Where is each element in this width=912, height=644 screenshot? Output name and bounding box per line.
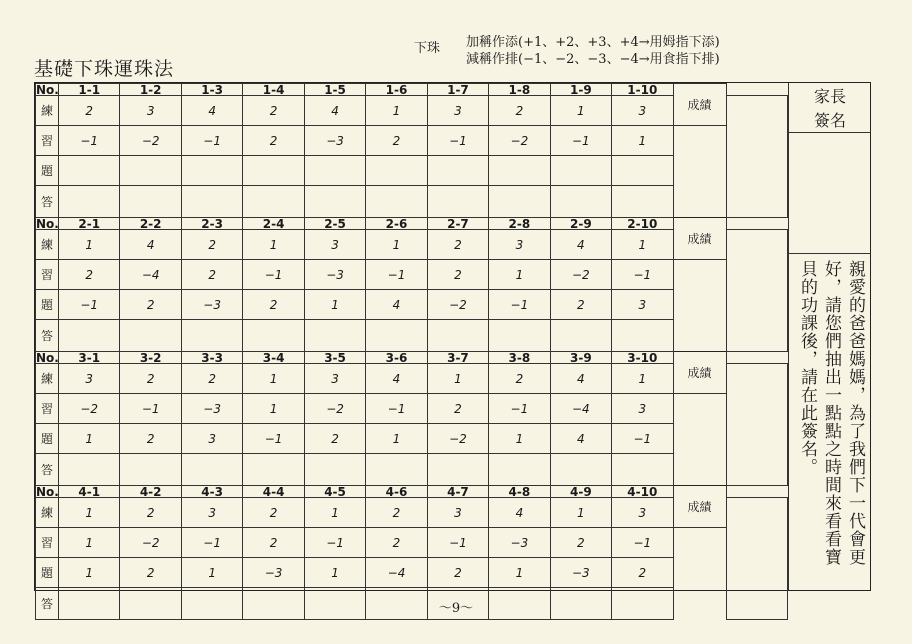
problem-number: −4: [120, 260, 181, 290]
problem-id: 4-3: [181, 486, 242, 498]
problem-id: 2-8: [489, 218, 550, 230]
problem-number: −1: [243, 260, 304, 290]
problem-number: 1: [366, 96, 427, 126]
problem-number: 1: [304, 498, 365, 528]
problem-number: −3: [243, 558, 304, 588]
answer-box[interactable]: [59, 186, 120, 218]
no-label: No.: [36, 350, 59, 365]
problem-number: −1: [181, 528, 242, 558]
answer-box[interactable]: [489, 186, 550, 218]
problem-number: 3: [181, 498, 242, 528]
problem-number: 1: [59, 498, 120, 528]
problem-number: [427, 156, 488, 186]
problem-id: 4-2: [120, 486, 181, 498]
problem-number: −1: [366, 394, 427, 424]
answer-box[interactable]: [304, 186, 365, 218]
problem-number: −1: [427, 126, 488, 156]
problem-number: 2: [181, 230, 242, 260]
problem-number: 3: [304, 230, 365, 260]
problem-number: −1: [366, 260, 427, 290]
problem-number: −1: [59, 290, 120, 320]
problem-number: [612, 156, 673, 186]
problem-number: 2: [366, 126, 427, 156]
problem-number: 1: [427, 364, 488, 394]
answer-row: [36, 186, 788, 218]
problem-id: 2-2: [120, 218, 181, 230]
parent-note: 親愛的爸爸媽媽，為了我們下一代會更好，請您們抽出一點點之時間來看看寶貝的功課後，請在此簽名。: [789, 253, 871, 588]
problem-number: 1: [243, 230, 304, 260]
answer-box[interactable]: [612, 186, 673, 218]
legend-add-rule: 加稱作添(+1、+2、+3、+4→用姆指下添): [466, 35, 720, 50]
score-label: 成績: [673, 486, 726, 528]
answer-box[interactable]: [489, 320, 550, 352]
answer-box[interactable]: [243, 454, 304, 486]
problem-number: [59, 156, 120, 186]
answer-box[interactable]: [181, 320, 242, 352]
problem-number: −2: [489, 126, 550, 156]
number-row: [36, 126, 788, 156]
problem-number: 1: [304, 290, 365, 320]
problem-number: 3: [181, 424, 242, 454]
problem-number: 4: [550, 364, 611, 394]
problem-id: 1-5: [304, 84, 365, 96]
problem-id: 2-7: [427, 218, 488, 230]
row-label: 練: [36, 498, 59, 528]
exercise-sheet: [34, 82, 871, 611]
row-label: 習: [36, 528, 59, 558]
problem-number: −1: [612, 260, 673, 290]
answer-box[interactable]: [550, 320, 611, 352]
answer-box[interactable]: [612, 320, 673, 352]
problem-id: 1-1: [59, 84, 120, 96]
problem-id: 4-5: [304, 486, 365, 498]
lower-bead-legend: [414, 34, 720, 68]
problem-number: 2: [243, 96, 304, 126]
problem-number: −2: [427, 424, 488, 454]
problem-id: 3-10: [612, 352, 673, 364]
problem-number: 1: [489, 260, 550, 290]
answer-box[interactable]: [181, 454, 242, 486]
problem-number: 3: [427, 96, 488, 126]
problem-number: −1: [427, 528, 488, 558]
problem-number: 1: [59, 528, 120, 558]
problem-number: 4: [366, 364, 427, 394]
problem-number: 2: [489, 364, 550, 394]
problem-number: [120, 156, 181, 186]
problem-id: 4-6: [366, 486, 427, 498]
answer-box[interactable]: [304, 320, 365, 352]
problem-number: 2: [120, 498, 181, 528]
no-label: No.: [36, 484, 59, 499]
problem-id: 2-10: [612, 218, 673, 230]
problem-number: 2: [427, 558, 488, 588]
number-row: [36, 156, 788, 186]
problem-id: 2-6: [366, 218, 427, 230]
score-box[interactable]: [726, 230, 787, 352]
problem-number: 1: [304, 558, 365, 588]
problem-number: 2: [304, 424, 365, 454]
problem-number: 2: [59, 260, 120, 290]
no-label: No.: [36, 82, 59, 97]
answer-box[interactable]: [243, 320, 304, 352]
problem-number: 1: [59, 230, 120, 260]
problem-number: −1: [489, 394, 550, 424]
problem-number: 3: [489, 230, 550, 260]
problem-id: 3-8: [489, 352, 550, 364]
answer-box[interactable]: [427, 186, 488, 218]
problem-number: [181, 156, 242, 186]
problem-number: 2: [612, 558, 673, 588]
answer-box[interactable]: [181, 186, 242, 218]
problem-number: 1: [550, 498, 611, 528]
problem-number: −1: [550, 126, 611, 156]
problem-number: −1: [612, 424, 673, 454]
row-label: 練: [36, 230, 59, 260]
problem-id: 2-9: [550, 218, 611, 230]
block-header-row: [36, 352, 788, 364]
problem-number: 2: [120, 364, 181, 394]
answer-box[interactable]: [489, 454, 550, 486]
row-label: 練: [36, 364, 59, 394]
problem-number: 2: [120, 558, 181, 588]
problem-id: 2-4: [243, 218, 304, 230]
problem-number: 2: [243, 498, 304, 528]
problem-id: 4-1: [59, 486, 120, 498]
problem-number: 2: [550, 290, 611, 320]
block-header-row: [36, 84, 788, 96]
problem-number: 2: [120, 290, 181, 320]
answer-label: 答: [36, 186, 59, 218]
problem-number: 3: [612, 290, 673, 320]
problem-number: −3: [181, 394, 242, 424]
problem-id: 3-6: [366, 352, 427, 364]
problem-id: 3-4: [243, 352, 304, 364]
answer-box[interactable]: [120, 186, 181, 218]
problem-number: 1: [181, 558, 242, 588]
problem-number: 1: [366, 424, 427, 454]
legend-subtract-rule: 減稱作排(−1、−2、−3、−4→用食指下排): [466, 52, 720, 67]
problem-id: 1-2: [120, 84, 181, 96]
problem-number: −2: [120, 528, 181, 558]
problem-number: 2: [427, 394, 488, 424]
problem-id: 3-2: [120, 352, 181, 364]
problem-number: −3: [304, 126, 365, 156]
answer-label: 答: [36, 588, 59, 620]
problem-number: 1: [550, 96, 611, 126]
problem-number: 2: [243, 528, 304, 558]
problem-number: 2: [366, 528, 427, 558]
problem-number: −4: [550, 394, 611, 424]
problem-number: 1: [59, 424, 120, 454]
problem-number: −3: [304, 260, 365, 290]
row-label: 練: [36, 96, 59, 126]
problem-number: 3: [304, 364, 365, 394]
row-label: 習: [36, 394, 59, 424]
problem-number: 4: [550, 424, 611, 454]
answer-box[interactable]: [304, 454, 365, 486]
number-row: [36, 290, 788, 320]
problem-id: 4-10: [612, 486, 673, 498]
answer-box[interactable]: [366, 320, 427, 352]
problem-number: 2: [489, 96, 550, 126]
problem-number: −1: [243, 424, 304, 454]
problem-id: 2-5: [304, 218, 365, 230]
answer-box[interactable]: [59, 320, 120, 352]
problem-number: 3: [120, 96, 181, 126]
number-row: [36, 260, 788, 290]
problem-number: 2: [181, 260, 242, 290]
problem-number: −2: [427, 290, 488, 320]
problem-number: −3: [550, 558, 611, 588]
row-label: 習: [36, 126, 59, 156]
problem-number: −2: [304, 394, 365, 424]
legend-label: 下珠: [414, 41, 441, 56]
problem-number: −2: [120, 126, 181, 156]
answer-label: 答: [36, 454, 59, 486]
problem-number: 4: [120, 230, 181, 260]
problem-id: 4-4: [243, 486, 304, 498]
problem-number: [243, 156, 304, 186]
problem-number: [550, 156, 611, 186]
problem-number: 4: [489, 498, 550, 528]
parent-heading-line2: 簽名: [813, 111, 846, 130]
problem-number: −2: [550, 260, 611, 290]
problem-number: 1: [612, 364, 673, 394]
problem-number: 1: [612, 126, 673, 156]
answer-label: 答: [36, 320, 59, 352]
answer-row: [36, 320, 788, 352]
problem-number: [366, 156, 427, 186]
problem-id: 2-3: [181, 218, 242, 230]
problem-number: 3: [427, 498, 488, 528]
problem-id: 3-5: [304, 352, 365, 364]
row-label: 題: [36, 290, 59, 320]
answer-box[interactable]: [612, 454, 673, 486]
answer-box[interactable]: [427, 454, 488, 486]
answer-box[interactable]: [120, 320, 181, 352]
problem-number: −1: [120, 394, 181, 424]
problem-number: −1: [612, 528, 673, 558]
score-label: 成績: [673, 352, 726, 394]
answer-box[interactable]: [243, 186, 304, 218]
problem-number: 3: [59, 364, 120, 394]
problem-number: 1: [489, 424, 550, 454]
problem-number: 1: [243, 364, 304, 394]
problem-number: −2: [59, 394, 120, 424]
problem-number: 2: [59, 96, 120, 126]
problem-id: 3-7: [427, 352, 488, 364]
answer-box[interactable]: [59, 454, 120, 486]
parent-signature-panel: [788, 83, 871, 590]
problem-id: 3-9: [550, 352, 611, 364]
problem-number: 3: [612, 394, 673, 424]
problem-number: −1: [181, 126, 242, 156]
problem-number: 1: [612, 230, 673, 260]
score-label: 成績: [673, 218, 726, 260]
problem-number: −1: [489, 290, 550, 320]
problem-id: 3-3: [181, 352, 242, 364]
page-number: ～9～: [438, 601, 474, 616]
number-row: [36, 558, 788, 588]
block-header-row: [36, 486, 788, 498]
problem-id: 1-6: [366, 84, 427, 96]
answer-box[interactable]: [550, 454, 611, 486]
problem-number: −1: [59, 126, 120, 156]
parent-heading-line1: 家長: [813, 87, 846, 106]
problem-number: 2: [120, 424, 181, 454]
problem-number: 1: [243, 394, 304, 424]
problem-id: 4-9: [550, 486, 611, 498]
problem-number: 2: [243, 290, 304, 320]
problem-id: 1-9: [550, 84, 611, 96]
problem-number: −3: [181, 290, 242, 320]
parent-signature-heading: [789, 83, 871, 133]
problem-id: 1-4: [243, 84, 304, 96]
page-title: 基礎下珠運珠法: [34, 58, 175, 80]
problem-number: 3: [612, 96, 673, 126]
answer-row: [36, 454, 788, 486]
score-box[interactable]: [726, 364, 787, 486]
problem-id: 1-10: [612, 84, 673, 96]
problem-number: 4: [181, 96, 242, 126]
problem-number: 2: [550, 528, 611, 558]
problem-number: −3: [489, 528, 550, 558]
problem-number: 2: [427, 260, 488, 290]
problem-number: 2: [181, 364, 242, 394]
problem-number: 3: [612, 498, 673, 528]
number-row: [36, 394, 788, 424]
exercise-grid: [35, 82, 788, 611]
problem-id: 4-7: [427, 486, 488, 498]
problem-number: [489, 156, 550, 186]
answer-box[interactable]: [427, 320, 488, 352]
problem-number: 1: [489, 558, 550, 588]
problem-number: 2: [366, 498, 427, 528]
exercise-table: [35, 83, 788, 620]
problem-number: 2: [427, 230, 488, 260]
row-label: 題: [36, 558, 59, 588]
problem-number: 4: [304, 96, 365, 126]
problem-number: 1: [366, 230, 427, 260]
number-row: [36, 424, 788, 454]
score-label: 成績: [673, 84, 726, 126]
number-row: [36, 528, 788, 558]
problem-id: 1-7: [427, 84, 488, 96]
row-label: 習: [36, 260, 59, 290]
row-label: 題: [36, 156, 59, 186]
problem-number: 4: [366, 290, 427, 320]
problem-number: [304, 156, 365, 186]
problem-id: 2-1: [59, 218, 120, 230]
answer-box[interactable]: [550, 186, 611, 218]
answer-box[interactable]: [120, 454, 181, 486]
problem-id: 1-8: [489, 84, 550, 96]
answer-box[interactable]: [366, 186, 427, 218]
problem-id: 1-3: [181, 84, 242, 96]
row-label: 題: [36, 424, 59, 454]
score-box[interactable]: [726, 96, 787, 218]
problem-number: −1: [304, 528, 365, 558]
answer-box[interactable]: [366, 454, 427, 486]
problem-number: −4: [366, 558, 427, 588]
problem-number: 2: [243, 126, 304, 156]
problem-id: 4-8: [489, 486, 550, 498]
problem-id: 3-1: [59, 352, 120, 364]
block-header-row: [36, 218, 788, 230]
problem-number: 4: [550, 230, 611, 260]
no-label: No.: [36, 216, 59, 231]
problem-number: 1: [59, 558, 120, 588]
